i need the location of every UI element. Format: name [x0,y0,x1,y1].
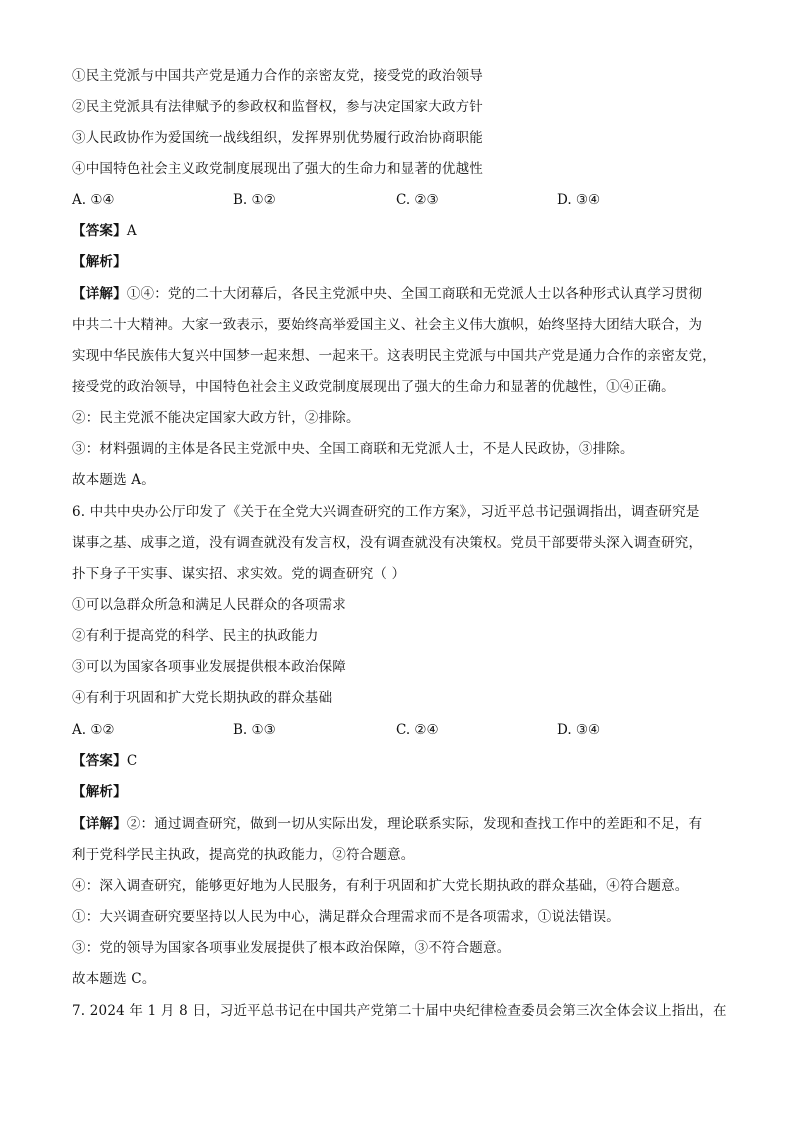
q6-analysis-label: 【解析】 [72,784,127,800]
q5-detail-2: 中共二十大精神。大家一致表示，要始终高举爱国主义、社会主义伟大旗帜，始终坚持大团结大联合，为 [72,317,703,333]
q7-stem-1: 7. 2024 年 1 月 8 日，习近平总书记在中国共产党第二十届中央纪律检查委员会第三次全体会议上指出，在 [72,1003,727,1019]
q5-option-a: A. ①④ [72,192,115,208]
q5-answer [72,221,137,241]
q5-detail-4: 接受党的政治领导，中国特色社会主义政党制度展现出了强大的生命力和显著的优越性，①④正确。 [72,379,675,395]
answer-label: 【答案】 [72,753,127,769]
detail-label: 【详解】 [72,286,127,302]
q6-conclusion: 故本题选 C。 [72,971,156,987]
answer-label: 【答案】 [72,223,127,239]
q6-item-3: ③可以为国家各项事业发展提供根本政治保障 [72,659,346,675]
q6-detail-2: 利于党科学民主执政，提高党的执政能力，②符合题意。 [72,847,415,863]
q6-option-c: C. ②④ [396,722,439,738]
q5-conclusion: 故本题选 A。 [72,472,155,488]
q6-answer [72,751,137,771]
q5-detail-6: ③：材料强调的主体是各民主党派中央、全国工商联和无党派人士，不是人民政协，③排除。 [72,441,634,457]
q6-item-1: ①可以急群众所急和满足人民群众的各项需求 [72,597,346,613]
q6-stem-3: 扑下身子干实事、谋实招、求实效。党的调查研究（ ） [72,566,406,582]
q6-option-a: A. ①② [72,722,115,738]
q5-item-1: ①民主党派与中国共产党是通力合作的亲密友党，接受党的政治领导 [72,68,483,84]
q6-detail-5: ③：党的领导为国家各项事业发展提供了根本政治保障，③不符合题意。 [72,940,511,956]
q5-option-b: B. ①② [233,192,276,208]
q6-stem-1: 6. 中共中央办公厅印发了《关于在全党大兴调查研究的工作方案》，习近平总书记强调指出，调查研究是 [72,504,700,520]
q6-detail-4: ①：大兴调查研究要坚持以人民为中心，满足群众合理需求而不是各项需求，①说法错误。 [72,909,620,925]
detail-text: ①④：党的二十大闭幕后，各民主党派中央、全国工商联和无党派人士以各种形式认真学习贯彻 [126,286,703,302]
q6-detail-3: ④：深入调查研究，能够更好地为人民服务，有利于巩固和扩大党长期执政的群众基础，④符合题意。 [72,878,689,894]
q5-item-4: ④中国特色社会主义政党制度展现出了强大的生命力和显著的优越性 [72,161,483,177]
q5-option-d: D. ③④ [557,192,601,208]
answer-value: A [126,223,137,239]
detail-text: ②：通过调查研究，做到一切从实际出发，理论联系实际，发现和查找工作中的差距和不足，有 [126,816,703,832]
answer-value: C [126,753,138,769]
q6-option-d: D. ③④ [557,722,601,738]
q5-option-c: C. ②③ [396,192,439,208]
q5-item-3: ③人民政协作为爱国统一战线组织，发挥界别优势履行政治协商职能 [72,130,483,146]
detail-label: 【详解】 [72,816,127,832]
q5-detail-1 [72,284,702,304]
q6-item-4: ④有利于巩固和扩大党长期执政的群众基础 [72,690,333,706]
q5-detail-5: ②：民主党派不能决定国家大政方针，②排除。 [72,410,360,426]
q5-detail-3: 实现中华民族伟大复兴中国梦一起来想、一起来干。这表明民主党派与中国共产党是通力合作的亲密友党， [72,348,716,364]
q6-detail-1 [72,814,702,834]
q6-stem-2: 谋事之基、成事之道，没有调查就没有发言权，没有调查就没有决策权。党员干部要带头深入调查研究， [72,535,703,551]
q5-item-2: ②民主党派具有法律赋予的参政权和监督权，参与决定国家大政方针 [72,99,483,115]
q6-item-2: ②有利于提高党的科学、民主的执政能力 [72,628,319,644]
q5-analysis-label: 【解析】 [72,254,127,270]
q6-option-b: B. ①③ [233,722,276,738]
